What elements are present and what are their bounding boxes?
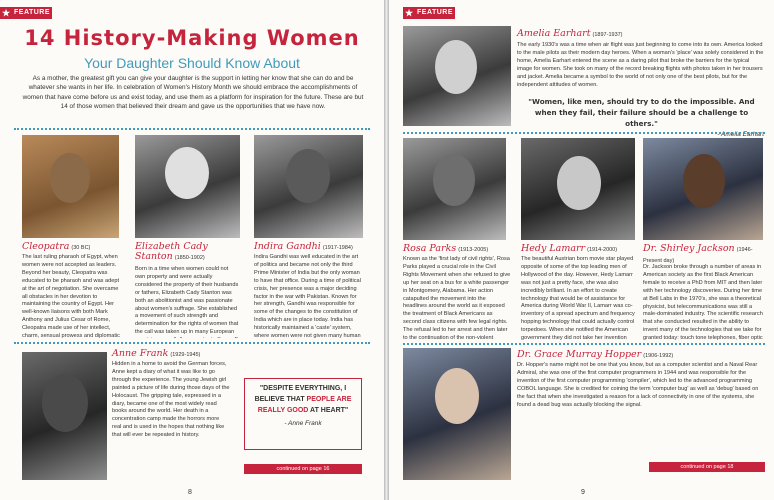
intro-paragraph: As a mother, the greatest gift you can give your daughter is the support in letting her know that she can do and be whatever she wants in her life. In celebration of Women's History Month we should embrace the accomplishments of women that have come before us and exist today, and use them as a platform for inspiration for the future. These are but 14 of those women that believed their dream and gave us the opportunities that we have now. <box>22 75 364 111</box>
star-icon: ★ <box>405 8 414 18</box>
star-icon: ★ <box>2 8 11 18</box>
gandhi-bio: Indira Gandhi was well educated in the art of politics and became not only the third Prime Minister of India but the only woman to have that office. During a time of political crisis, her presence was a major deciding factor in the war with Pakistan. Known for her strength, Gandhi was responsible for some of the changes to the constitution of India which are in place today. India has historically maintained a 'caste' system, where women were not given many human <box>254 254 361 338</box>
quote-attribution: - Amelia Earhart <box>717 131 764 138</box>
earhart-bio: The early 1930's was a time when air flight was just beginning to come into its own. America looked to the male pilots as their modern day heroes. When a woman's 'place' was solely considered in the home, Amelia Earhart entered the scene as a daring pilot that broke the barriers for the typical image for women. She took on many of the record breaking flights with photos taken in her trousers and jacket. Amelia became a symbol to the world of not only one of the best pilots, but for the independent attitudes of women. <box>517 42 764 88</box>
feature-label: FEATURE <box>417 9 454 16</box>
divider <box>14 128 370 130</box>
cleopatra-name: Cleopatra (30 BC) <box>22 241 91 252</box>
right-page <box>389 0 774 500</box>
shirley-jackson-photo <box>643 138 763 240</box>
hedy-lamarr-name: Hedy Lamarr (1914-2000) <box>521 243 618 254</box>
grace-hopper-photo <box>403 348 511 480</box>
quote-attribution: - Anne Frank <box>284 420 322 427</box>
shirley-jackson-bio: Dr. Jackson broke through a number of areas in American society as the first Black American female to receive a PhD from MIT and then later with her technology discoveries. During her time at Bell Labs in the 1970's, she was a theoretical physicist, but telecommunications was still a male-dominated industry. The scientific research that she conducted resulted in the ability to invent many of the technologies that we take for granted today: touch tone telephones, fiber optic <box>643 264 763 340</box>
grace-hopper-bio: Dr. Hopper's name might not be one that you know, but as a computer scientist and a Naval Rear Admiral, she was one of the first computer programmers in 1944 and was responsible for the invention of the first computer programming 'compiler', which led to the advanced programming COBOL language. She is credited for coining the term 'computer bug' as well as 'debug' based on the fact that when she investigated a reason for a lack of connectivity in one of the systems, she found a dead bug was actually blocking the signal. <box>517 362 759 408</box>
left-page <box>0 0 384 500</box>
feature-tab <box>0 7 52 19</box>
feature-tab <box>403 7 455 19</box>
gandhi-name: Indira Gandhi (1917-1984) <box>254 241 353 252</box>
hedy-lamarr-bio: The beautiful Austrian born movie star played opposite of some of the top leading men of Hollywood of the day. However, Hedy Lamarr was not just a pretty face, she was also incredibly brilliant. In an effort to create technology that would be of assistance for America during World War II, Lamarr was co-inventory of a spread spectrum and frequency hopping technology that could actually control torpedoes. When she notified the American government they did not take her invention <box>521 256 635 340</box>
feature-label: FEATURE <box>14 9 51 16</box>
rosa-parks-name: Rosa Parks (1913-2005) <box>403 243 489 254</box>
earhart-name: Amelia Earhart (1897-1937) <box>517 28 623 39</box>
rosa-parks-photo <box>403 138 506 240</box>
divider <box>403 132 765 134</box>
rosa-parks-bio: Known as the 'first lady of civil rights', Rosa Parks played a crucial role in the Civil Rights Movement when she refused to give up her seat on a bus for a white passenger in Montgomery, Alabama. Her action catapulted the movement into the headlines around the world as it exposed the treatment of Black Americans as second class citizens with few legal rights. The refusal led to her arrest and then later to the continuation of the non-violent <box>403 256 511 340</box>
divider <box>403 343 765 345</box>
cleopatra-bio: The last ruling pharaoh of Egypt, when women were not accepted as leaders. Beyond her beauty, Cleopatra was educated to be pharaoh and was adept at the art of negotiation. She overcame all obstacles in her devotion to maintaining the country of Egypt. Her well-known liaisons with both Mark Anthony and Julius Cesar of Rome, Cleopatra made use of her intellect, charm, sensual prowess and diplomatic <box>22 254 120 338</box>
anne-frank-bio: Hidden in a home to avoid the German forces, Anne kept a diary of what it was like to go through the experience. The young Jewish girl painted a picture of life during those days of the Holocaust. The gripping tale, expressed in a diary, became one of the most widely read books around the world. Her death in a concentration camp made the horrors more real and is used in the hopes that nothing like that will ever be repeated in history. <box>112 361 230 439</box>
hedy-lamarr-photo <box>521 138 635 240</box>
anne-frank-photo <box>22 352 107 480</box>
anne-frank-quote: "DESPITE EVERYTHING, I BELIEVE THAT PEOPLE ARE REALLY GOOD AT HEART" - Anne Frank <box>244 378 362 450</box>
earhart-quote: "Women, like men, should try to do the impossible. And when they fail, their failure should be a challenge to others." - Amelia Earhart <box>519 96 764 140</box>
stanton-bio: Born in a time when women could not own property and were actually considered the property of their husbands or fathers, Elizabeth Cady Stanton was both an abolitionist and was passionate about women's suffrage. She established a movement of such strength and determination for the rights of women that the call was taken up in many European <box>135 266 239 336</box>
continued-note: continued on page 18 <box>649 462 765 472</box>
shirley-jackson-name: Dr. Shirley Jackson (1946-Present day) <box>643 243 753 264</box>
stanton-name: Elizabeth Cady Stanton (1850-1902) <box>135 241 208 262</box>
page-number: 8 <box>188 489 192 496</box>
gandhi-photo <box>254 135 363 238</box>
grace-hopper-name: Dr. Grace Murray Hopper (1906-1992) <box>517 349 674 360</box>
page-subtitle: Your Daughter Should Know About <box>84 55 300 71</box>
divider <box>14 342 370 344</box>
stanton-photo <box>135 135 240 238</box>
page-title: 14 History-Making Women <box>24 26 360 50</box>
continued-note: continued on page 16 <box>244 464 362 474</box>
earhart-photo <box>403 26 511 126</box>
cleopatra-photo <box>22 135 119 238</box>
anne-frank-name: Anne Frank (1929-1945) <box>112 348 201 359</box>
page-number: 9 <box>581 489 585 496</box>
